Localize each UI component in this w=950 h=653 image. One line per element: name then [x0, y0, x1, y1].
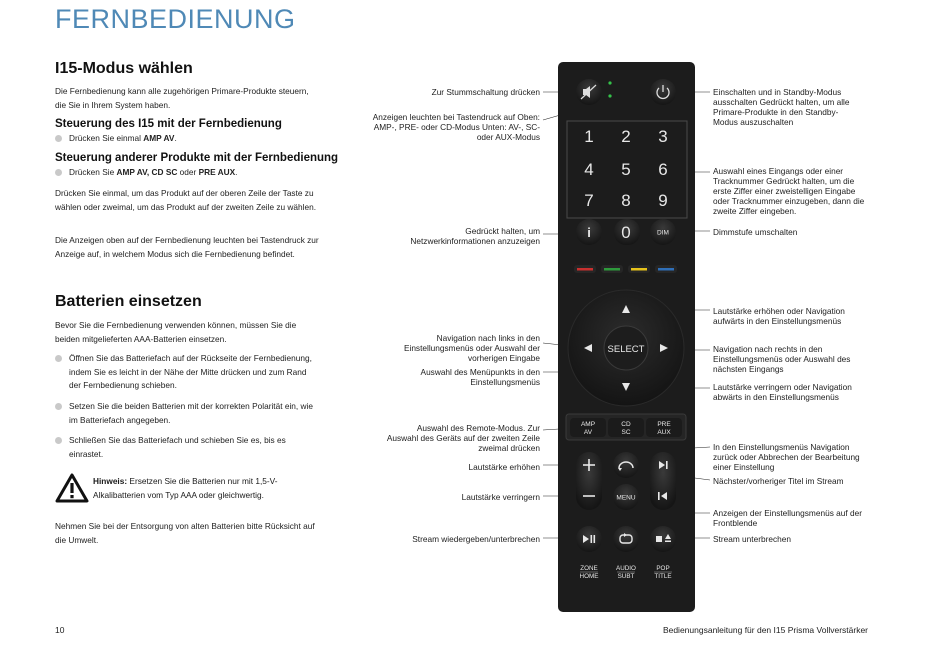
callout-dim: Dimmstufe umschalten	[713, 227, 798, 237]
callout-down: Lautstärke verringern oder Navigation abwärts in den Einstellungsmenüs	[713, 382, 852, 402]
indicators-paragraph: Die Anzeigen oben auf der Fernbedienung leuchten bei Tastendruck zur Anzeige auf, in welchem Modus sich die Fernbedienung befindet.	[55, 235, 319, 259]
digit-key-6[interactable]: 6	[658, 160, 668, 179]
callout-vol-up: Lautstärke erhöhen	[468, 462, 540, 472]
callout-back: In den Einstellungsmenüs Navigation zurück oder Abbrechen der Bearbeitung einer Einstellung	[713, 442, 860, 472]
callout-nav-left: Navigation nach links in den Einstellungsmenüs oder Auswahl der vorherigen Eingabe	[403, 333, 540, 363]
color-key-red-stripe	[577, 268, 593, 271]
callout-power: Einschalten und in Standby-Modus ausschalten Gedrückt halten, um alle Primare-Produkte in den Standby-Modus auszuschalten	[713, 87, 850, 127]
callout-play: Stream wiedergeben/unterbrechen	[412, 534, 540, 544]
bullet-other-modes: Drücken Sie AMP AV, CD SC oder PRE AUX.	[55, 166, 320, 180]
color-key-yellow-stripe	[631, 268, 647, 271]
track-rocker[interactable]	[650, 452, 676, 510]
info-icon: i	[587, 225, 591, 240]
disposal-paragraph: Nehmen Sie bei der Entsorgung von alten Batterien bitte Rücksicht auf die Umwelt.	[55, 521, 315, 545]
callout-track: Nächster/vorheriger Titel im Stream	[713, 476, 844, 486]
callout-remote-mode: Auswahl des Remote-Modus. Zur Auswahl des Geräts auf der zweiten Zeile zweimal drücken	[386, 423, 540, 453]
digit-key-3[interactable]: 3	[658, 127, 668, 146]
battery-step: Öffnen Sie das Batteriefach auf der Rückseite der Fernbedienung, indem Sie es leicht in der Nähe der Mitte drücken und zum Rand der Fernbedienung schieben.	[55, 352, 320, 393]
indicator-led-top	[608, 81, 611, 84]
digit-key-4[interactable]: 4	[584, 160, 594, 179]
home-label[interactable]: HOME	[579, 573, 599, 580]
intro-paragraph: Die Fernbedienung kann alle zugehörigen Primare-Produkte steuern, die Sie in Ihrem System haben.	[55, 86, 309, 110]
digit-key-1[interactable]: 1	[584, 127, 594, 146]
mode-av-label: AV	[583, 429, 593, 436]
callout-stop: Stream unterbrechen	[713, 534, 791, 544]
digit-key-7[interactable]: 7	[584, 191, 594, 210]
note-text: Ersetzen Sie die Batterien nur mit 1,5-V-Alkalibatterien vom Typ AAA oder gleichwertig.	[93, 476, 278, 500]
mode-aux-label: AUX	[657, 429, 671, 436]
back-button[interactable]	[613, 452, 639, 478]
dim-label: DIM	[657, 229, 669, 237]
select-label: SELECT	[607, 344, 645, 355]
repeat-button[interactable]	[613, 526, 639, 552]
mode-amp-label: AMP	[580, 421, 596, 428]
mode-cd-label: CD	[621, 421, 631, 428]
audio-label[interactable]: AUDIO	[616, 565, 636, 572]
subtitle-label[interactable]: SUBT	[617, 573, 635, 580]
subheading-control-other: Steuerung anderer Produkte mit der Fernbedienung	[55, 152, 339, 164]
digit-key-5[interactable]: 5	[621, 160, 631, 179]
indicator-led-bottom	[608, 94, 611, 97]
callout-mute: Zur Stummschaltung drücken	[431, 87, 540, 97]
digit-key-9[interactable]: 9	[658, 191, 668, 210]
menu-label: MENU	[616, 494, 636, 502]
color-key-blue-stripe	[658, 268, 674, 271]
digit-key-2[interactable]: 2	[621, 127, 631, 146]
section-title-batteries: Batterien einsetzen	[55, 293, 202, 310]
callout-select: Auswahl des Menüpunkts in den Einstellungsmenüs	[420, 367, 540, 387]
section-title-mode: I15-Modus wählen	[55, 60, 193, 77]
bullet-amp-av: Drücken Sie einmal AMP AV.	[55, 132, 320, 146]
callout-info: Gedrückt halten, um Netzwerkinformationen anzuzeigen	[410, 226, 540, 246]
battery-intro: Bevor Sie die Fernbedienung verwenden können, müssen Sie die beiden mitgelieferten AAA-Batterien einsetzen.	[55, 320, 297, 344]
callout-vol-down: Lautstärke verringern	[461, 492, 540, 502]
callout-up: Lautstärke erhöhen oder Navigation aufwärts in den Einstellungsmenüs	[713, 306, 845, 326]
zone-label[interactable]: ZONE	[580, 565, 598, 572]
callout-digits: Auswahl eines Eingangs oder einer Tracknummer Gedrückt halten, um die erste Ziffer einer zweistelligen Eingabe oder Tracknummer einzugeben, dann die zweite Ziffer eingeben.	[713, 166, 865, 216]
title-label[interactable]: TITLE	[654, 573, 672, 580]
mode-pre-label: PRE	[657, 421, 671, 428]
page-number: 10	[55, 625, 65, 635]
digit-key-8[interactable]: 8	[621, 191, 631, 210]
press-paragraph: Drücken Sie einmal, um das Produkt auf der oberen Zeile der Taste zu wählen oder zweimal, um das Produkt auf der zweiten Zeile zu wählen.	[55, 188, 317, 212]
note-label: Hinweis:	[93, 476, 128, 486]
callout-right: Navigation nach rechts in den Einstellungsmenüs oder Auswahl des nächsten Eingangs	[713, 344, 851, 374]
callout-indicators: Anzeigen leuchten bei Tastendruck auf Oben: AMP-, PRE- oder CD-Modus Unten: AV-, SC- oder AUX-Modus	[372, 112, 540, 142]
mode-sc-label: SC	[621, 429, 631, 436]
popup-label[interactable]: POP	[656, 565, 670, 572]
digit-key-0: 0	[621, 223, 631, 242]
callout-menu: Anzeigen der Einstellungsmenüs auf der Frontblende	[713, 508, 862, 528]
footer-document-title: Bedienungsanleitung für den I15 Prisma Vollverstärker	[662, 625, 868, 635]
color-key-green-stripe	[604, 268, 620, 271]
page-header-title: FERNBEDIENUNG	[55, 4, 296, 34]
stop-eject-button[interactable]	[650, 526, 676, 552]
battery-step: Schließen Sie das Batteriefach und schieben Sie es, bis es einrastet.	[55, 434, 320, 461]
battery-step: Setzen Sie die beiden Batterien mit der korrekten Polarität ein, wie im Batteriefach angegeben.	[55, 400, 320, 427]
subheading-control-i15: Steuerung des I15 mit der Fernbedienung	[55, 118, 282, 130]
